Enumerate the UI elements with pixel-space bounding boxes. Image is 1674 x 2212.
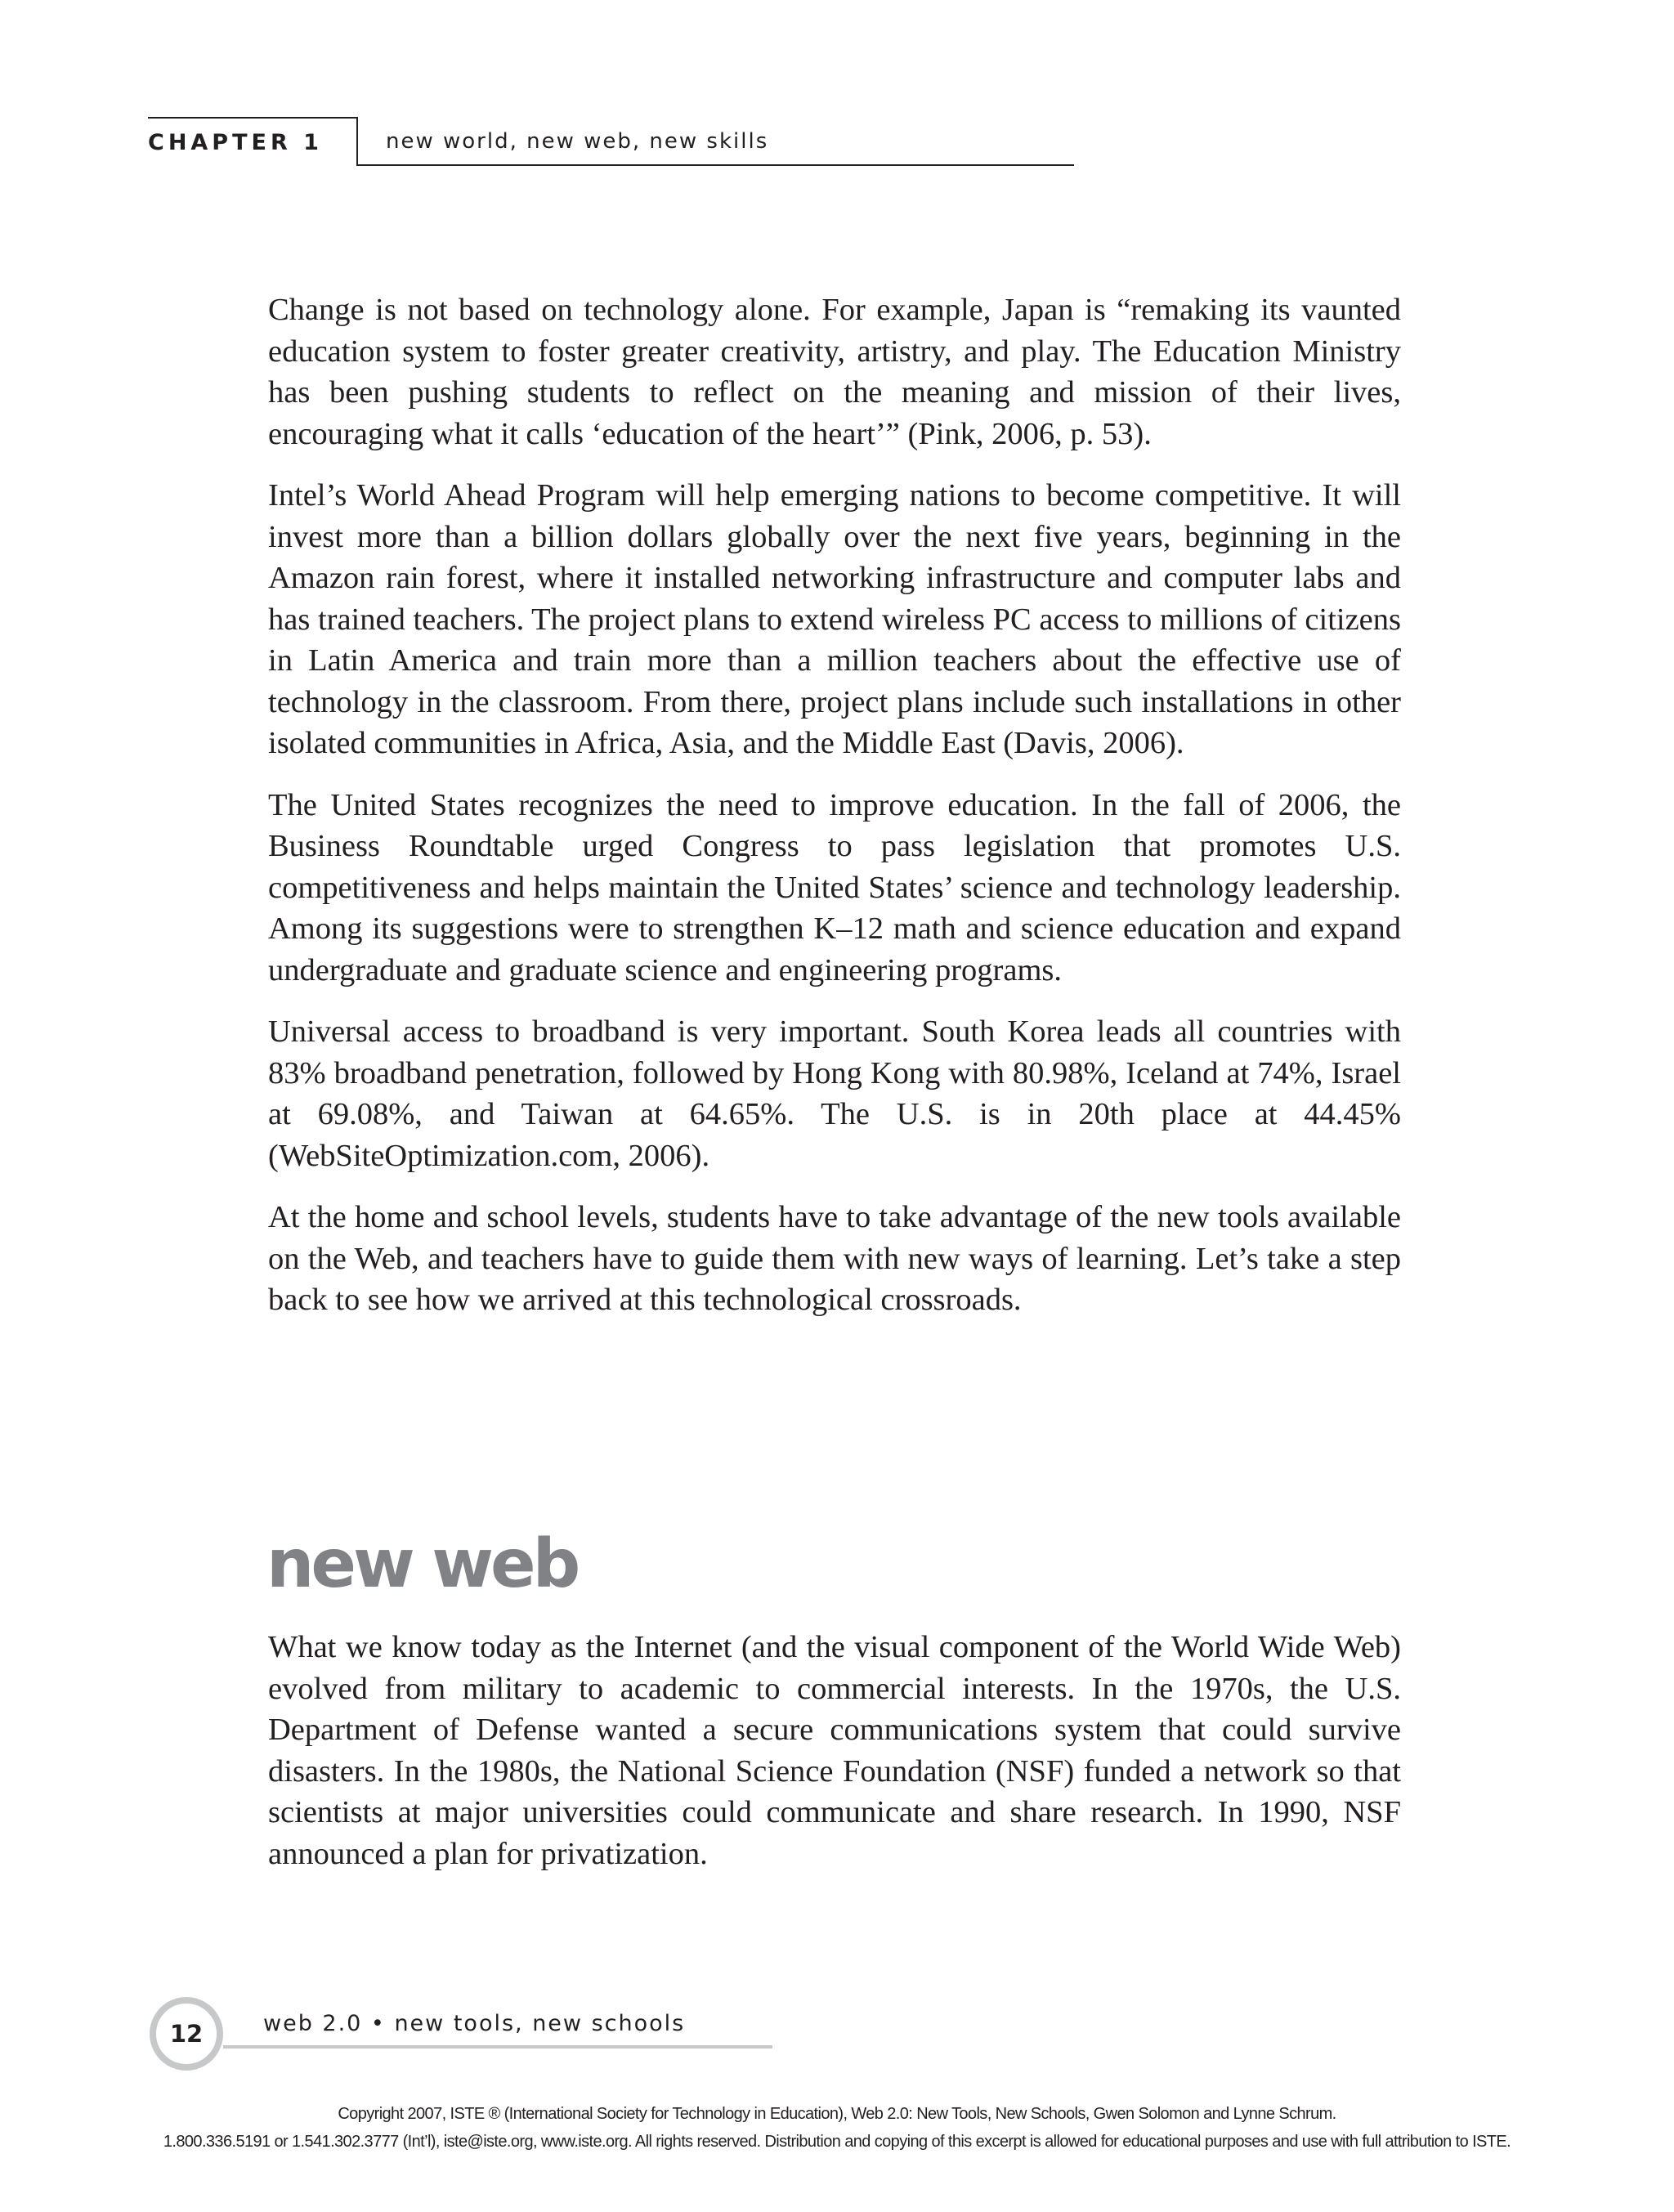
- page-number: 12: [150, 1997, 223, 2071]
- paragraph-home-school: At the home and school levels, students have to take advantage of the new tools available on the Web, and teachers have to guide them with new ways of learning. Let’s take a step back to see how we arrived at this technological crossroads.: [268, 1200, 1401, 1317]
- chapter-label: CHAPTER 1: [148, 117, 356, 166]
- copyright-line-1: Copyright 2007, ISTE ® (International Society for Technology in Education), Web 2.0: New Tools, New Schools, Gwen Solomon and Lynne Schrum.: [338, 2105, 1336, 2123]
- footer-book-title: web 2.0 • new tools, new schools: [263, 2011, 686, 2036]
- paragraph-internet-history: What we know today as the Internet (and the visual component of the World Wide Web) evolved from military to academic to commercial interests. In the 1970s, the U.S. Department of Defense wanted a secure communications system that could survive disasters. In the 1980s, the National Science Foundation (NSF) funded a network so that scientists at major universities could communicate and share research. In 1990, NSF announced a plan for privatization.: [268, 1630, 1401, 1871]
- paragraph-intel: Intel’s World Ahead Program will help emerging nations to become competitive. It will invest more than a billion dollars globally over the next five years, beginning in the Amazon rain forest, where it installed networking infrastructure and computer labs and has trained teachers. The project plans to extend wireless PC access to millions of citizens in Latin America and train more than a million teachers about the effective use of technology in the classroom. From there, project plans include such installations in other isolated communities in Africa, Asia, and the Middle East (Davis, 2006).: [268, 478, 1401, 760]
- paragraph-united-states: The United States recognizes the need to improve education. In the fall of 2006, the Business Roundtable urged Congress to pass legislation that promotes U.S. competitiveness and helps maintain the United States’ science and technology leadership. Among its suggestions were to strengthen K–12 math and science education and expand undergraduate and graduate science and engineering programs.: [268, 787, 1401, 987]
- footer-rule: [223, 2045, 772, 2049]
- intro-body: [268, 289, 1401, 1341]
- paragraph-broadband: Universal access to broadband is very important. South Korea leads all countries with 83% broadband penetration, followed by Hong Kong with 80.98%, Iceland at 74%, Israel at 69.08%, and Taiwan at 64.65%. The U.S. is in 20th place at 44.45% (WebSiteOptimization.com, 2006).: [268, 1014, 1401, 1173]
- chapter-title: new world, new web, new skills: [356, 117, 1074, 166]
- section-heading: new web: [266, 1525, 578, 1603]
- paragraph-japan: Change is not based on technology alone. For example, Japan is “remaking its vaunted education system to foster greater creativity, artistry, and play. The Education Ministry has been pushing students to reflect on the meaning and mission of their lives, encouraging what it calls ‘education of the heart’” (Pink, 2006, p. 53).: [268, 293, 1401, 451]
- section-body: [268, 1627, 1401, 1895]
- copyright-line-2: 1.800.336.5191 or 1.541.302.3777 (Int’l), iste@iste.org, www.iste.org. All rights reserved. Distribution and copying of this excerpt is allowed for educational purposes and use with full attribution to ISTE.: [163, 2133, 1511, 2151]
